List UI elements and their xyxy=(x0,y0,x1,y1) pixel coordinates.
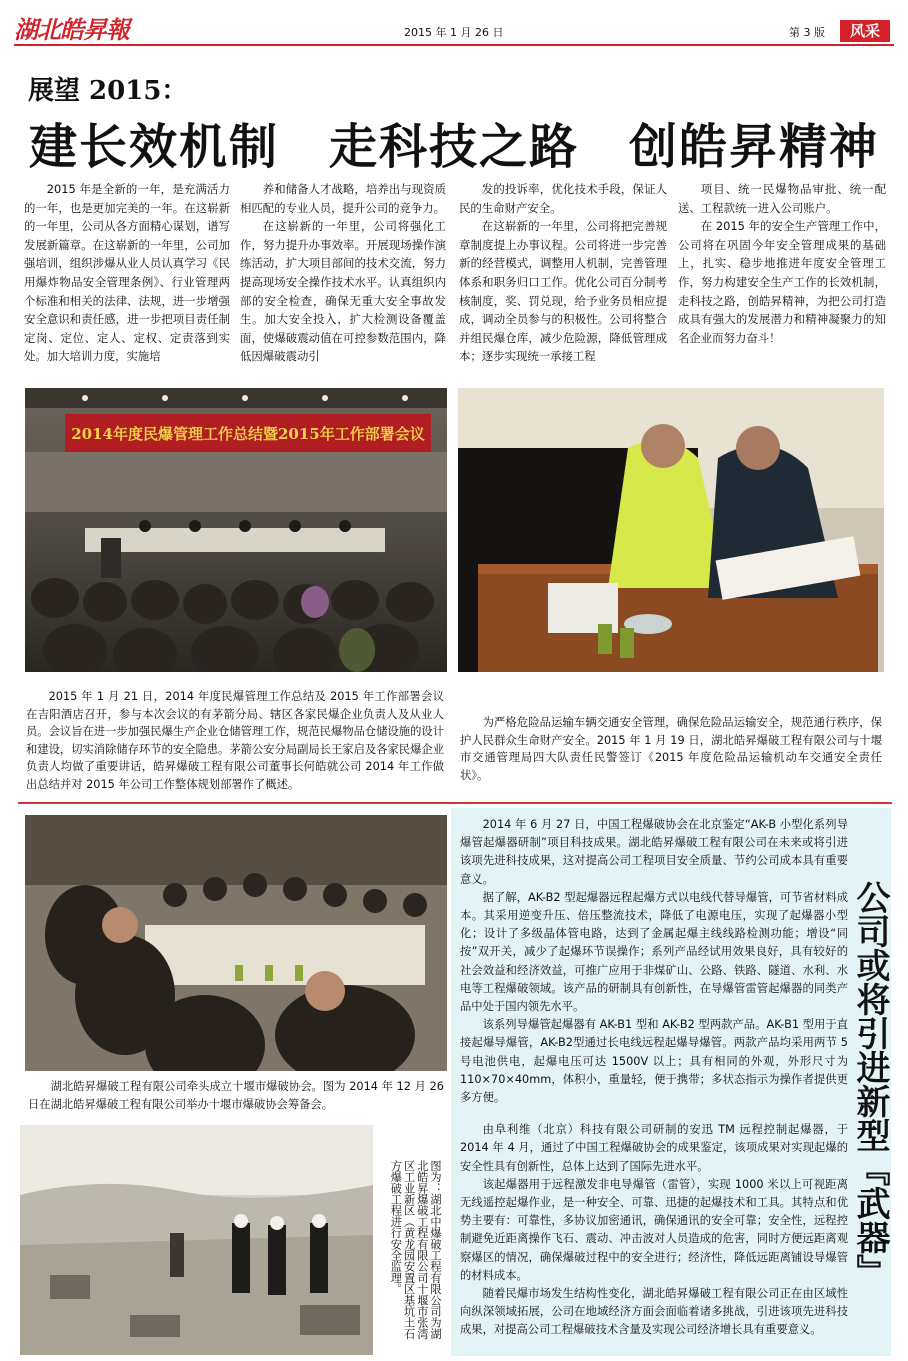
paragraph: 据了解，AK-B2 型起爆器远程起爆方式以电线代替导爆管，可节省材料成本。其采用逆变升压、倍压整流技术，降低了电源电压，实现了起爆器小型化；设计了多级晶体管电路，达到了金属起爆主线线路检测功能；增设“同按”双开关，减少了起爆环节误操作；系列产品经试用效果良好，具有较好的社会效益和经济效益，可推广应用于非煤矿山、公路、铁路、隧道、水利、水电等工程爆破领域。该产品的研制具有创新性，在导爆管雷管起爆器的同类产品中处于国内领先水平。 xyxy=(460,890,848,1014)
signing-image xyxy=(458,388,884,672)
sidebar-title: 公司或将引进新型『武器』 xyxy=(850,880,890,1288)
paragraph: 由阜利维（北京）科技有限公司研制的安迅 TM 远程控制起爆器，于 2014 年 4 月，通过了中国工程爆破协会的成果鉴定，该项成果对实现起爆的安全性具有创新性，总体上达到了国际先进水平。 xyxy=(460,1123,848,1173)
issue-date: 2015 年 1 月 26 日 xyxy=(404,26,504,39)
caption-text: 湖北皓昇爆破工程有限公司牵头成立十堰市爆破协会。图为 2014 年 12 月 26 日在湖北皓昇爆破工程有限公司举办十堰市爆破协会筹备会。 xyxy=(28,1080,444,1111)
paragraph: 该起爆器用于远程激发非电导爆管（雷管），实现 1000 米以上可视距离无线遥控起爆作业，是一种安全、可靠、迅捷的起爆技术和工具。其特点和优势主要有：可靠性，多协议加密通讯，确保通讯的安全可靠；安全性，远程控制避免近距离操作飞石、震动、冲击波对人员造成的危害，同时方便远距离观察爆区的情况，确保爆破过程中的安全进行；经济性，降低远距离铺设导爆管的材料成本。 xyxy=(460,1177,848,1282)
paragraph: 该系列导爆管起爆器有 AK-B1 型和 AK-B2 型两款产品。AK-B1 型用于直接起爆导爆管，AK-B2型通过长电线远程起爆导爆管。两款产品均采用两节 5 号电池供电，起爆电压可达 1500V 以上；具有相同的外观，外形尺寸为 110×70×40mm，体积小，重量轻，便于携带；多状态指示为操作者提供更多方便。 xyxy=(460,1018,848,1105)
section-divider xyxy=(18,802,892,804)
caption-blasting-site: 图为：湖北中爆破工程有限公司为湖北皓昇爆破工程有限公司十堰市张湾区工业新区（黄龙园安置区基坑土石方爆破工程进行安全监理。 xyxy=(389,1160,442,1340)
photo-meeting-hall xyxy=(25,388,447,672)
masthead: 湖北皓昇報 xyxy=(14,15,129,44)
page-number: 第 3 版 xyxy=(789,26,825,39)
paragraph: 在这崭新的一年里，公司将强化工作，努力提升办事效率。开展现场操作演练活动，扩大项目部间的技术交流，努力提高现场安全操作技术水平。认真组织内部的安全检查，确保无重大安全事故发生。加大安全投入，扩大检测设备覆盖面，使爆破震动值在可控参数范围内，降低因爆破震动引 xyxy=(240,219,446,364)
paragraph: 在这崭新的一年里，公司将把完善规章制度提上办事议程。公司将进一步完善新的经营模式，调整用人机制，完善管理体系和职务归口工作。优化公司百分制考核制度，奖、罚兑现，给予业务员相应提成，调动全员参与的积极性。公司将整合并组民爆仓库，减少危险源，降低管理成本；逐步实现统一承接工程 xyxy=(459,219,667,364)
caption-text: 为严格危险品运输车辆交通安全管理，确保危险品运输安全，规范通行秩序，保护人民群众生命财产安全。2015 年 1 月 19 日，湖北皓昇爆破工程有限公司与十堰市交通管理局四大队责任民警签订《2015 年度危险品运输机动车交通安全责任状》。 xyxy=(460,716,882,782)
section-label: 风采 xyxy=(840,20,890,42)
caption-meeting xyxy=(26,688,444,794)
caption-association xyxy=(28,1078,444,1113)
article-column-4 xyxy=(678,180,886,376)
caption-text: 2015 年 1 月 21 日，2014 年度民爆管理工作总结及 2015 年工作部署会议在吉阳酒店召开，参与本次会议的有茅箭分局、辖区各家民爆企业负责人及从业人员。会议旨在进一步加强民爆生产企业仓储管理工作，规范民爆物品仓储设施的设计和建设，切实消除储存环节的安全隐患。茅箭公安分局副局长王家启及各家民爆企业负责人均做了重要讲话，皓昇爆破工程有限公司董事长何皓就公司 2014 年工作做出总结并对 2015 年公司工作整体规划部署作了概述。 xyxy=(26,690,444,791)
article-column-1 xyxy=(24,180,230,376)
paragraph: 随着民爆市场发生结构性变化，湖北皓昇爆破工程有限公司正在由区域性向纵深领域拓展，公司在地域经济方面会面临着诸多挑战，引进该项先进科技成果，对提高公司工程爆破技术含量及实现公司经济增长具有重要意义。 xyxy=(460,1287,848,1337)
photo-signing xyxy=(458,388,884,672)
paragraph: 2014 年 6 月 27 日，中国工程爆破协会在北京鉴定“AK-B 小型化系列导爆管起爆器研制”项目科技成果。湖北皓昇爆破工程有限公司在未来或将引进该项先进科技成果，这对提高公司工程项目安全质量、节约公司成本具有重要意义。 xyxy=(460,818,848,886)
photo-blasting-site xyxy=(20,1125,373,1355)
paragraph: 在 2015 年的安全生产管理工作中，公司将在巩固今年安全管理成果的基础上，扎实、稳步地推进年度安全管理工作，努力构建安全生产工作的长效机制，走科技之路，创皓昇精神，为把公司打造成具有强大的发展潜力和精神凝聚力的知名企业而努力奋斗！ xyxy=(678,219,886,345)
caption-signing xyxy=(460,714,882,784)
article-column-3 xyxy=(459,180,667,376)
association-meeting-image xyxy=(25,815,447,1071)
article-column-2 xyxy=(240,180,446,376)
blasting-site-image xyxy=(20,1125,373,1355)
paragraph: 项目、统一民爆物品审批、统一配送、工程款统一进入公司账户。 xyxy=(678,182,886,215)
paragraph: 养和储备人才战略，培养出与现资质相匹配的专业人员，提升公司的竞争力。 xyxy=(240,182,446,215)
paragraph: 发的投诉率，优化技术手段，保证人民的生命财产安全。 xyxy=(459,182,667,215)
headline: 建长效机制 走科技之路 创皓昇精神 xyxy=(28,119,879,175)
banner-text: 2014年度民爆管理工作总结暨2015年工作部署会议 xyxy=(71,425,425,443)
header-rule xyxy=(14,44,894,46)
meeting-hall-image xyxy=(25,388,447,672)
sidebar-article xyxy=(460,816,848,1340)
photo-association-meeting xyxy=(25,815,447,1071)
paragraph: 2015 年是全新的一年，是充满活力的一年，也是更加完美的一年。在这崭新的一年里，公司从各方面精心谋划，谱写发展新篇章。在这崭新的一年里，公司加强培训，组织涉爆从业人员认真学习《民用爆炸物品安全管理条例》、行业管理两个标准和相关的法律、法规，进一步增强安全意识和责任感，进一步把项目责任制定岗、定位、定人、定权、定责落到实处。加大培训力度，实施培 xyxy=(24,182,230,364)
kicker: 展望 2015： xyxy=(28,76,188,106)
